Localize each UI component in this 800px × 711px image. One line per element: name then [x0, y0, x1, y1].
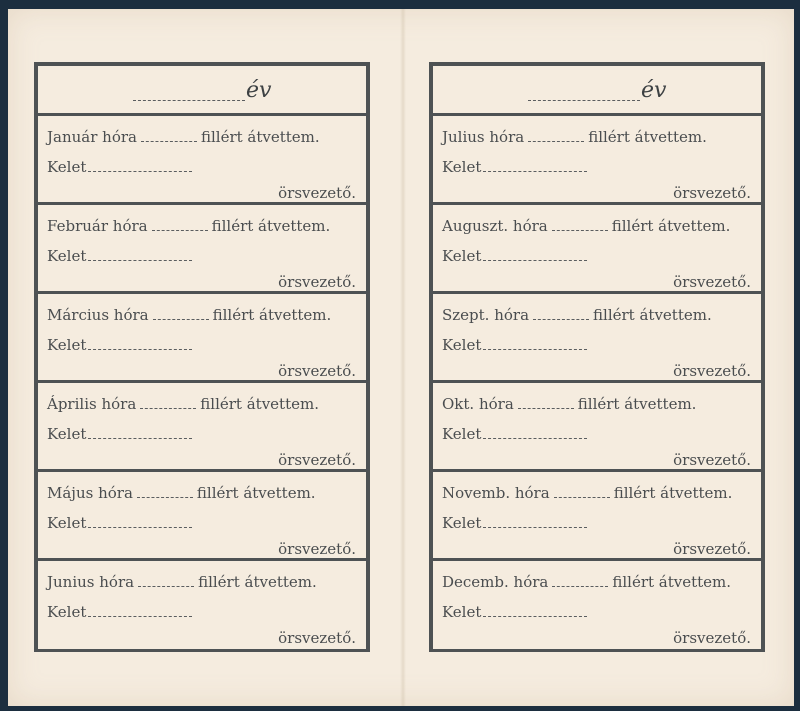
- amount-fill-line: [554, 497, 610, 498]
- signer-label: örsvezető.: [278, 629, 356, 647]
- month-label: Julius hóra: [442, 128, 525, 146]
- month-label: Auguszt. hóra: [442, 217, 548, 235]
- amount-fill-line: [518, 408, 574, 409]
- date-line: [442, 425, 587, 443]
- date-fill-line: [483, 171, 587, 172]
- received-text: fillért átvettem.: [588, 128, 707, 146]
- signer-label: örsvezető.: [673, 273, 751, 291]
- month-row: [433, 205, 761, 294]
- kelet-label: Kelet: [442, 603, 482, 621]
- date-line: [442, 158, 587, 176]
- month-line: [47, 306, 331, 324]
- signer-label: örsvezető.: [673, 540, 751, 558]
- received-text: fillért átvettem.: [196, 484, 316, 502]
- month-line: [47, 484, 316, 502]
- month-label: Március hóra: [47, 306, 149, 324]
- date-line: [47, 336, 192, 354]
- month-line: [442, 217, 730, 235]
- year-fill-line: [133, 100, 245, 101]
- date-fill-line: [483, 349, 587, 350]
- month-row: [38, 383, 366, 472]
- left-panel: [34, 62, 370, 652]
- year-label: év: [641, 78, 667, 103]
- kelet-label: Kelet: [47, 158, 87, 176]
- month-row: [433, 472, 761, 561]
- date-fill-line: [88, 349, 192, 350]
- kelet-label: Kelet: [442, 514, 482, 532]
- received-text: fillért átvettem.: [200, 128, 320, 146]
- kelet-label: Kelet: [47, 514, 87, 532]
- received-text: fillért átvettem.: [198, 573, 317, 591]
- received-text: fillért átvettem.: [593, 306, 712, 324]
- kelet-label: Kelet: [47, 603, 87, 621]
- year-label: év: [246, 78, 272, 103]
- date-fill-line: [483, 260, 587, 261]
- month-row: [433, 561, 761, 650]
- signer-label: örsvezető.: [278, 451, 356, 469]
- signer-label: örsvezető.: [278, 184, 356, 202]
- date-line: [442, 247, 587, 265]
- month-line: [47, 128, 320, 146]
- month-label: Novemb. hóra: [442, 484, 550, 502]
- month-line: [442, 306, 712, 324]
- kelet-label: Kelet: [47, 247, 87, 265]
- received-text: fillért átvettem.: [200, 395, 319, 413]
- date-line: [47, 603, 192, 621]
- right-panel: [429, 62, 765, 652]
- month-line: [47, 395, 319, 413]
- signer-label: örsvezető.: [673, 362, 751, 380]
- date-fill-line: [483, 438, 587, 439]
- amount-fill-line: [140, 408, 196, 409]
- receipt-card: [8, 9, 794, 706]
- received-text: fillért átvettem.: [211, 217, 331, 235]
- date-fill-line: [88, 438, 192, 439]
- month-line: [47, 573, 317, 591]
- signer-label: örsvezető.: [673, 629, 751, 647]
- date-fill-line: [88, 260, 192, 261]
- kelet-label: Kelet: [47, 336, 87, 354]
- year-header-right: [433, 66, 761, 116]
- month-label: Szept. hóra: [442, 306, 530, 324]
- month-line: [442, 128, 707, 146]
- amount-fill-line: [552, 230, 608, 231]
- month-line: [442, 484, 732, 502]
- date-line: [442, 603, 587, 621]
- amount-fill-line: [138, 586, 194, 587]
- signer-label: örsvezető.: [673, 184, 751, 202]
- signer-label: örsvezető.: [278, 540, 356, 558]
- month-row: [38, 472, 366, 561]
- month-row: [38, 561, 366, 650]
- amount-fill-line: [153, 319, 209, 320]
- month-line: [47, 217, 330, 235]
- month-row: [433, 116, 761, 205]
- amount-fill-line: [552, 586, 608, 587]
- received-text: fillért átvettem.: [613, 484, 733, 502]
- month-label: Április hóra: [47, 395, 137, 413]
- kelet-label: Kelet: [47, 425, 87, 443]
- amount-fill-line: [152, 230, 208, 231]
- month-row: [433, 294, 761, 383]
- month-label: Február hóra: [47, 217, 148, 235]
- amount-fill-line: [533, 319, 589, 320]
- date-fill-line: [88, 171, 192, 172]
- received-text: fillért átvettem.: [212, 306, 332, 324]
- amount-fill-line: [141, 141, 197, 142]
- date-fill-line: [483, 527, 587, 528]
- received-text: fillért átvettem.: [577, 395, 697, 413]
- month-row: [38, 116, 366, 205]
- month-line: [442, 573, 731, 591]
- date-line: [47, 158, 192, 176]
- date-fill-line: [88, 527, 192, 528]
- date-line: [47, 514, 192, 532]
- month-label: Május hóra: [47, 484, 133, 502]
- received-text: fillért átvettem.: [611, 217, 731, 235]
- date-fill-line: [483, 616, 587, 617]
- amount-fill-line: [137, 497, 193, 498]
- kelet-label: Kelet: [442, 336, 482, 354]
- date-line: [47, 247, 192, 265]
- kelet-label: Kelet: [442, 158, 482, 176]
- date-fill-line: [88, 616, 192, 617]
- month-line: [442, 395, 696, 413]
- signer-label: örsvezető.: [673, 451, 751, 469]
- center-fold: [400, 9, 406, 706]
- month-label: Okt. hóra: [442, 395, 514, 413]
- signer-label: örsvezető.: [278, 273, 356, 291]
- date-line: [442, 336, 587, 354]
- month-row: [38, 205, 366, 294]
- month-label: Január hóra: [47, 128, 137, 146]
- month-label: Junius hóra: [47, 573, 135, 591]
- kelet-label: Kelet: [442, 425, 482, 443]
- received-text: fillért átvettem.: [612, 573, 732, 591]
- month-label: Decemb. hóra: [442, 573, 549, 591]
- month-row: [38, 294, 366, 383]
- month-row: [433, 383, 761, 472]
- date-line: [442, 514, 587, 532]
- date-line: [47, 425, 192, 443]
- amount-fill-line: [528, 141, 584, 142]
- year-fill-line: [528, 100, 640, 101]
- kelet-label: Kelet: [442, 247, 482, 265]
- signer-label: örsvezető.: [278, 362, 356, 380]
- year-header-left: [38, 66, 366, 116]
